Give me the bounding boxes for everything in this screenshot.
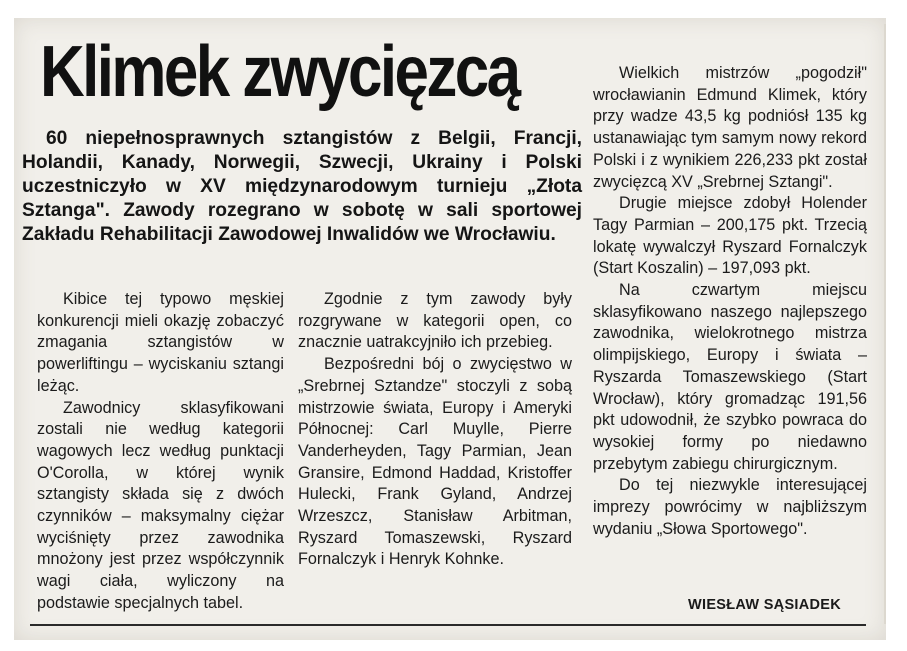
column-1 (37, 289, 284, 615)
paragraph: Kibice tej typowo męskiej konkurencji mieli okazję zobaczyć zmagania sztangistów w powerliftingu – wyciskaniu sztangi leżąc. (37, 290, 284, 395)
bottom-rule (30, 624, 866, 626)
column-2 (298, 289, 572, 571)
paragraph: Wielkich mistrzów „pogodził" wrocławianin Edmund Klimek, który przy wadze 43,5 kg podniósł 135 kg ustanawiając tym samym nowy rekord Polski i z wynikiem 226,233 pkt został zwycięzcą XV „Srebrnej Sztangi". (593, 64, 867, 191)
lead-paragraph: 60 niepełnosprawnych sztangistów z Belgii, Francji, Holandii, Kanady, Norwegii, Szwecji, Ukrainy i Polski uczestniczyło w XV międzynarodowym turnieju „Złota Sztanga". Zawody rozegrano w sobotę w sali sportowej Zakładu Rehabilitacji Zawodowej Inwalidów we Wrocławiu. (22, 128, 582, 245)
paragraph: Zawodnicy sklasyfikowani zostali nie według kategorii wagowych lecz według punktacji O'Corolla, w której wynik sztangisty składa się z dwóch czynników – maksymalny ciężar wyciśnięty przez zawodnika mnożony jest przez współczynnik wagi ciała, wyliczony na podstawie specjalnych tabel. (37, 398, 284, 612)
headline: Klimek zwycięzcą (40, 32, 519, 112)
clipping-edge (884, 24, 886, 624)
paragraph: Na czwartym miejscu sklasyfikowano naszego najlepszego zawodnika, wielokrotnego mistrza olimpijskiego, Europy i świata – Ryszarda Tomaszewskiego (Start Wrocław), który gromadząc 191,56 pkt udowodnił, że szybko powraca do wysokiej formy po niedawno przebytym zabiegu chirurgicznym. (593, 281, 867, 473)
byline: WIESŁAW SĄSIADEK (688, 597, 842, 613)
paragraph: Bezpośredni bój o zwycięstwo w „Srebrnej Sztandze" stoczyli z sobą mistrzowie świata, Europy i Ameryki Północnej: Carl Muylle, Pierre Vanderheyden, Tagy Parmian, Jean Gransire, Edmond Haddad, Kristoffer Hulecki, Frank Gyland, Andrzej Wrzeszcz, Stanisław Arbitman, Ryszard Tomaszewski, Ryszard Fornalczyk i Henryk Kohnke. (298, 355, 572, 569)
column-3 (593, 63, 867, 540)
paragraph: Zgodnie z tym zawody były rozgrywane w kategorii open, co znacznie uatrakcyjniło ich przebieg. (298, 290, 572, 352)
paragraph: Do tej niezwykle interesującej imprezy powrócimy w najbliższym wydaniu „Słowa Sportowego". (593, 476, 867, 538)
paragraph: Drugie miejsce zdobył Holender Tagy Parmian – 200,175 pkt. Trzecią lokatę wywalczył Ryszard Fornalczyk (Start Koszalin) – 197,093 pkt. (593, 194, 867, 278)
